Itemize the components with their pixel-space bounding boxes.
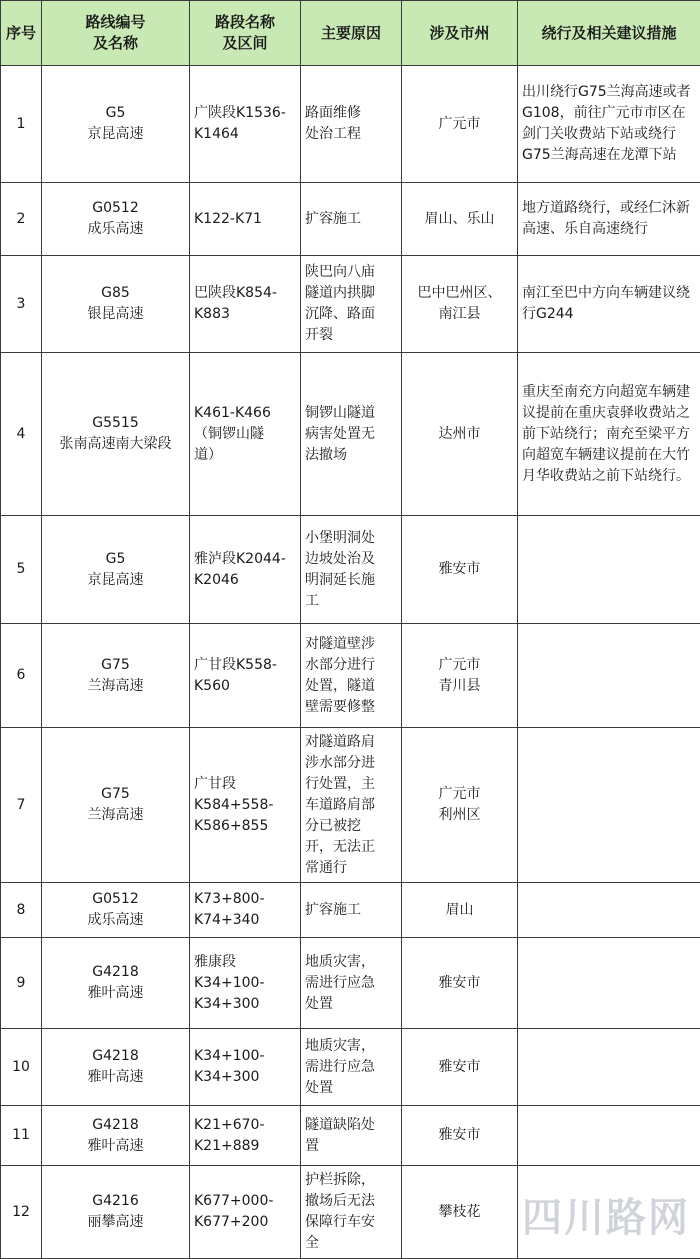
row-section: 雅泸段K2044- K2046 [190, 516, 301, 624]
row-section: 巴陕段K854- K883 [190, 256, 301, 353]
row-city: 巴中巴州区、 南江县 [402, 256, 518, 353]
row-route: G85 银昆高速 [42, 256, 190, 353]
row-measure [518, 624, 700, 728]
row-route: G75 兰海高速 [42, 728, 190, 883]
row-route: G5515 张南高速南大梁段 [42, 353, 190, 516]
row-route: G75 兰海高速 [42, 624, 190, 728]
row-route: G0512 成乐高速 [42, 883, 190, 938]
row-no: 5 [1, 516, 42, 624]
row-measure [518, 1166, 700, 1259]
header-measure: 绕行及相关建议措施 [518, 1, 700, 66]
row-section: 广甘段 K584+558- K586+855 [190, 728, 301, 883]
row-no: 11 [1, 1106, 42, 1166]
header-city: 涉及市州 [402, 1, 518, 66]
row-city: 广元市 青川县 [402, 624, 518, 728]
row-section: K21+670- K21+889 [190, 1106, 301, 1166]
row-city: 广元市 利州区 [402, 728, 518, 883]
row-route: G5 京昆高速 [42, 66, 190, 183]
table-row [1, 256, 700, 353]
row-reason: 地质灾害， 需进行应急 处置 [301, 938, 402, 1029]
table-row [1, 66, 700, 183]
row-city: 雅安市 [402, 516, 518, 624]
row-reason: 小堡明洞处 边坡处治及 明洞延长施 工 [301, 516, 402, 624]
row-no: 2 [1, 183, 42, 256]
row-route: G4218 雅叶高速 [42, 938, 190, 1029]
row-route: G5 京昆高速 [42, 516, 190, 624]
row-route: G0512 成乐高速 [42, 183, 190, 256]
row-no: 12 [1, 1166, 42, 1259]
table-row [1, 883, 700, 938]
row-section: K34+100- K34+300 [190, 1029, 301, 1106]
row-section: K677+000- K677+200 [190, 1166, 301, 1259]
table-row [1, 516, 700, 624]
row-reason: 扩容施工 [301, 183, 402, 256]
row-reason: 铜锣山隧道 病害处置无 法撤场 [301, 353, 402, 516]
row-city: 眉山、乐山 [402, 183, 518, 256]
row-measure [518, 1106, 700, 1166]
row-measure [518, 1029, 700, 1106]
row-reason: 护栏拆除， 撤场后无法 保障行车安 全 [301, 1166, 402, 1259]
table-row [1, 938, 700, 1029]
row-reason: 对隧道壁涉 水部分进行 处置，隧道 壁需要修整 [301, 624, 402, 728]
row-measure [518, 728, 700, 883]
table-row [1, 624, 700, 728]
row-measure: 出川绕行G75兰海高速或者G108，前往广元市市区在剑门关收费站下站或绕行G75兰海高速在龙潭下站 [518, 66, 700, 183]
row-measure [518, 883, 700, 938]
row-reason: 路面维修 处治工程 [301, 66, 402, 183]
table-row [1, 728, 700, 883]
row-measure: 重庆至南充方向超宽车辆建议提前在重庆袁驿收费站之前下站绕行；南充至梁平方向超宽车辆建议提前在大竹月华收费站之前下站绕行。 [518, 353, 700, 516]
header-no: 序号 [1, 1, 42, 66]
row-no: 10 [1, 1029, 42, 1106]
row-section: 广陕段K1536- K1464 [190, 66, 301, 183]
table-row [1, 1029, 700, 1106]
row-city: 眉山 [402, 883, 518, 938]
row-reason: 地质灾害， 需进行应急 处置 [301, 1029, 402, 1106]
row-no: 3 [1, 256, 42, 353]
watermark-logo: 四川路网 [522, 1186, 690, 1243]
row-city: 攀枝花 [402, 1166, 518, 1259]
row-no: 7 [1, 728, 42, 883]
table-row [1, 183, 700, 256]
row-city: 雅安市 [402, 1106, 518, 1166]
row-city: 广元市 [402, 66, 518, 183]
row-measure: 南江至巴中方向车辆建议绕行G244 [518, 256, 700, 353]
row-reason: 扩容施工 [301, 883, 402, 938]
header-section: 路段名称 及区间 [190, 1, 301, 66]
row-route: G4216 丽攀高速 [42, 1166, 190, 1259]
row-measure: 地方道路绕行，或经仁沐新高速、乐自高速绕行 [518, 183, 700, 256]
row-route: G4218 雅叶高速 [42, 1106, 190, 1166]
table-row [1, 1166, 700, 1259]
header-route: 路线编号 及名称 [42, 1, 190, 66]
row-no: 8 [1, 883, 42, 938]
row-section: 雅康段 K34+100- K34+300 [190, 938, 301, 1029]
row-no: 4 [1, 353, 42, 516]
row-no: 6 [1, 624, 42, 728]
header-row [1, 1, 700, 66]
table-row [1, 353, 700, 516]
row-section: 广甘段K558- K560 [190, 624, 301, 728]
row-section: K73+800- K74+340 [190, 883, 301, 938]
header-reason: 主要原因 [301, 1, 402, 66]
row-measure [518, 938, 700, 1029]
row-reason: 对隧道路肩 涉水部分进 行处置，主 车道路肩部 分已被挖 开，无法正 常通行 [301, 728, 402, 883]
table-row [1, 1106, 700, 1166]
row-route: G4218 雅叶高速 [42, 1029, 190, 1106]
row-no: 1 [1, 66, 42, 183]
row-section: K461-K466 （铜锣山隧 道） [190, 353, 301, 516]
row-reason: 陕巴向八庙 隧道内拱脚 沉降、路面 开裂 [301, 256, 402, 353]
row-city: 雅安市 [402, 1029, 518, 1106]
row-reason: 隧道缺陷处 置 [301, 1106, 402, 1166]
row-no: 9 [1, 938, 42, 1029]
row-measure [518, 516, 700, 624]
row-city: 雅安市 [402, 938, 518, 1029]
row-section: K122-K71 [190, 183, 301, 256]
row-city: 达州市 [402, 353, 518, 516]
